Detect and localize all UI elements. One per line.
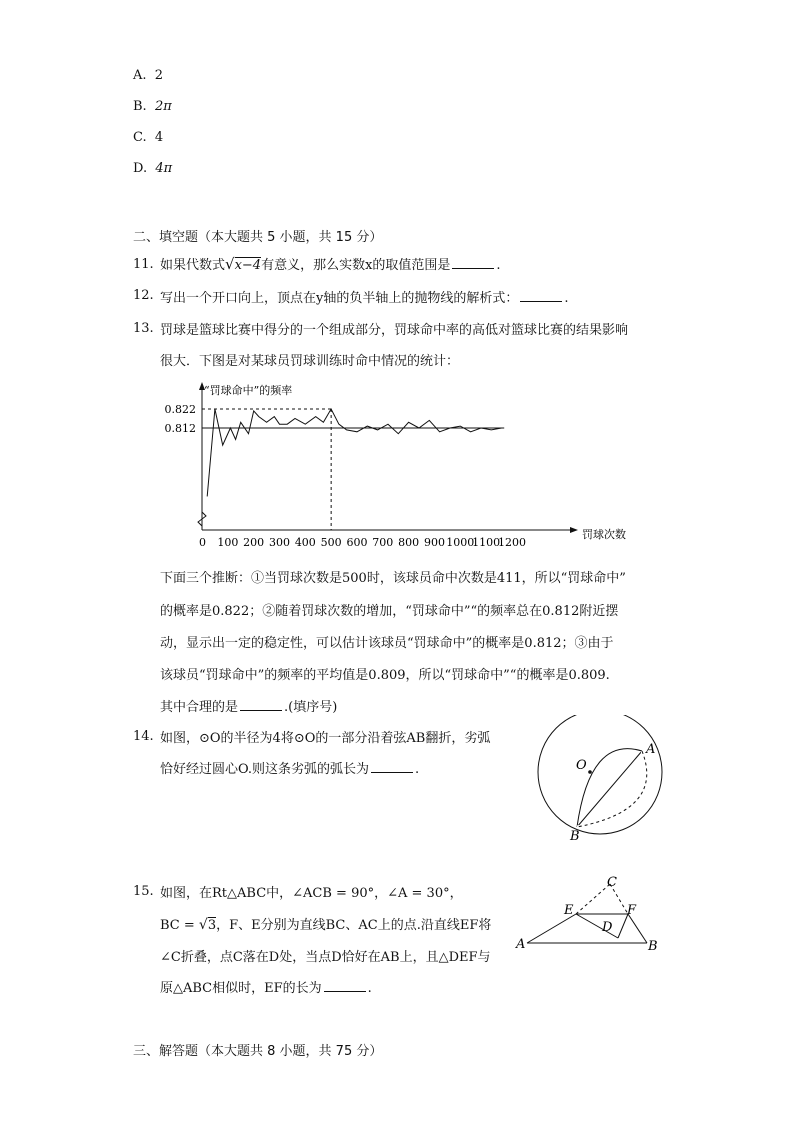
q15-line4: 原△ABC相似时，EF的长为 .: [160, 981, 372, 996]
q12-answer-blank[interactable]: [520, 289, 562, 302]
q15-line2: BC = √3，F、E分别为直线BC、AC上的点.沿直线EF将: [160, 917, 492, 933]
side-ae: [527, 914, 576, 943]
q11-text: 如果代数式√x−4有意义，那么实数x的取值范围是 .: [160, 255, 501, 273]
q13-line2: 很大．下图是对某球员罚球训练时命中情况的统计：: [160, 354, 460, 369]
q13-answer-blank[interactable]: [240, 698, 282, 711]
label-b: B: [648, 939, 658, 954]
q11-answer-blank[interactable]: [452, 256, 494, 269]
series-line-frequency: [207, 409, 501, 496]
section-title-fill-in: 二、填空题（本大题共 5 小题，共 15 分）: [133, 230, 383, 245]
x-tick-label: 300: [268, 536, 290, 549]
x-axis-arrow: [570, 527, 578, 533]
label-a: A: [516, 937, 526, 952]
q15-line3: ∠C折叠，点C落在D处，当点D恰好在AB上，且△DEF与: [160, 950, 491, 965]
x-axis-label: 罚球次数: [582, 528, 626, 541]
option-c: C. 4: [133, 130, 164, 145]
x-tick-label: 500: [320, 536, 342, 549]
label-b: B: [570, 829, 580, 844]
label-c: C: [607, 875, 617, 890]
q14-line2: 恰好经过圆心O.则这条劣弧的弧长为 .: [160, 762, 420, 777]
q12-text: 写出一个开口向上，顶点在y轴的负半轴上的抛物线的解析式： .: [160, 291, 569, 306]
q13-line1: 罚球是篮球比赛中得分的一个组成部分，罚球命中率的高低对篮球比赛的结果影响: [160, 323, 629, 338]
x-tick-label: 600: [346, 536, 368, 549]
label-o: O: [576, 758, 587, 773]
frequency-chart: [160, 380, 640, 555]
q14-number: 14.: [133, 729, 154, 744]
center-point: [588, 770, 592, 774]
option-b: B. 2π: [133, 99, 172, 114]
q12-number: 12.: [133, 288, 154, 303]
label-f: F: [627, 903, 637, 918]
label-a: A: [646, 742, 656, 757]
label-e: E: [564, 903, 574, 918]
q13-para3: 动，显示出一定的稳定性，可以估计该球员“罚球命中”的概率是0.812；③由于: [160, 636, 614, 651]
chord-ab: [577, 751, 642, 827]
q15-triangle-figure: [510, 872, 670, 954]
q13-para2: 的概率是0.822；②随着罚球次数的增加，“罚球命中”“的频率总在0.812附近摆: [160, 604, 619, 619]
option-a: A. 2: [133, 68, 164, 83]
q11-number: 11.: [133, 257, 154, 272]
q14-circle-figure: [530, 715, 670, 850]
q15-line1: 如图，在Rt△ABC中，∠ACB = 90°，∠A = 30°，: [160, 886, 463, 901]
x-tick-label: 700: [372, 536, 394, 549]
option-d: D. 4π: [133, 161, 173, 176]
circle-o: [538, 715, 662, 834]
q14-line1: 如图，⊙O的半径为4将⊙O的一部分沿着弦AB翻折，劣弧: [160, 731, 491, 746]
q13-para5: 其中合理的是 .(填序号): [160, 700, 338, 715]
q15-number: 15.: [133, 884, 154, 899]
x-tick-label: 900: [423, 536, 445, 549]
x-tick-label: 1100: [472, 536, 501, 549]
x-tick-label: 0: [199, 536, 206, 549]
x-tick-label: 200: [243, 536, 265, 549]
erase-arc: [577, 751, 647, 827]
y-tick-label: 0.812: [164, 422, 196, 435]
x-tick-label: 100: [217, 536, 239, 549]
q13-number: 13.: [133, 321, 154, 336]
q15-answer-blank[interactable]: [324, 979, 366, 992]
q14-answer-blank[interactable]: [371, 760, 413, 773]
q13-para4: 该球员“罚球命中”的频率的平均值是0.809，所以“罚球命中”“的概率是0.809.: [160, 668, 610, 683]
side-fb: [628, 914, 647, 943]
y-tick-label: 0.822: [164, 403, 196, 416]
y-axis-label: “罚球命中”的频率: [204, 384, 293, 397]
x-tick-label: 1000: [446, 536, 475, 549]
side-ec-dashed: [576, 884, 610, 914]
x-tick-label: 1200: [497, 536, 526, 549]
x-tick-label: 400: [294, 536, 316, 549]
section-title-solve: 三、解答题（本大题共 8 小题，共 75 分）: [133, 1044, 383, 1059]
q13-para1: 下面三个推断：①当罚球次数是500时，该球员命中次数是411，所以“罚球命中”: [160, 571, 626, 586]
label-d: D: [602, 920, 613, 935]
x-tick-label: 800: [398, 536, 420, 549]
